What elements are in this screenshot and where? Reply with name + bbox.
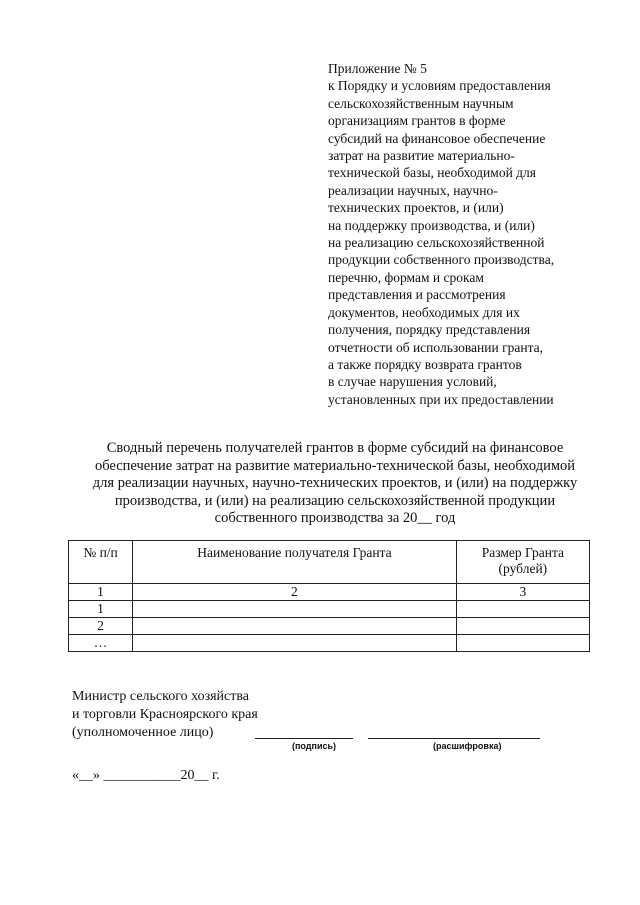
header-number: № п/п: [69, 541, 133, 584]
appendix-line: в случае нарушения условий,: [328, 374, 497, 390]
table-cell: 3: [456, 584, 589, 601]
appendix-line: документов, необходимых для их: [328, 304, 520, 320]
title-line: производства, и (или) на реализацию сельскохозяйственной продукции: [114, 492, 556, 509]
signature-underline: [255, 738, 353, 739]
table-cell: 2: [133, 584, 457, 601]
table-cell: [133, 635, 457, 652]
table-cell: [456, 635, 589, 652]
table-cell: [456, 601, 589, 618]
table-row: [69, 584, 590, 601]
appendix-line: получения, порядку представления: [328, 322, 531, 338]
appendix-line: технических проектов, и (или): [328, 200, 504, 216]
table-cell: 2: [69, 618, 133, 635]
appendix-line: на поддержку производства, и (или): [328, 217, 535, 233]
appendix-line: технической базы, необходимой для: [328, 165, 536, 181]
title-line: Сводный перечень получателей грантов в форме субсидий на финансовое: [106, 440, 564, 456]
signatory-line: и торговли Красноярского края: [72, 707, 258, 722]
table-cell: [133, 601, 457, 618]
document-title: [70, 440, 600, 528]
appendix-line: а также порядку возврата грантов: [328, 356, 522, 372]
appendix-line: установленных при их предоставлении: [328, 391, 554, 407]
table-header-row: [69, 541, 590, 584]
title-line: собственного производства за 20__ год: [214, 510, 456, 527]
table-cell: [456, 618, 589, 635]
title-line: обеспечение затрат на развитие материально-технической базы, необходимой: [94, 457, 576, 474]
table-cell: 1: [69, 584, 133, 601]
signature-caption: (подпись): [292, 741, 337, 751]
table-row: [69, 635, 590, 652]
signatory-block: [72, 688, 258, 742]
header-grant-amount: Размер Гранта (рублей): [456, 541, 589, 584]
appendix-header: [328, 60, 628, 408]
appendix-line: к Порядку и условиям предоставления: [328, 78, 551, 94]
header-recipient-name: Наименование получателя Гранта: [133, 541, 457, 584]
appendix-line: перечню, формам и срокам: [328, 269, 484, 285]
table-cell: 1: [69, 601, 133, 618]
appendix-line: продукции собственного производства,: [328, 252, 555, 268]
appendix-line: отчетности об использовании гранта,: [328, 339, 544, 355]
appendix-line: организациям грантов в форме: [328, 113, 506, 129]
title-line: для реализации научных, научно-технических проектов, и (или) на поддержку: [92, 475, 578, 492]
signatory-line: Министр сельского хозяйства: [72, 689, 249, 704]
name-caption: (расшифровка): [433, 741, 502, 751]
table-cell: …: [69, 635, 133, 652]
appendix-line: затрат на развитие материально-: [328, 148, 515, 164]
appendix-line: сельскохозяйственным научным: [328, 95, 514, 111]
appendix-line: на реализацию сельскохозяйственной: [328, 235, 545, 251]
appendix-line: представления и рассмотрения: [328, 287, 506, 303]
table-cell: [133, 618, 457, 635]
signatory-line: (уполномоченное лицо): [72, 725, 214, 740]
table-row: [69, 618, 590, 635]
table-row: [69, 601, 590, 618]
appendix-line: субсидий на финансовое обеспечение: [328, 130, 546, 146]
date-line: «__» ___________20__ г.: [72, 768, 220, 783]
appendix-line: реализации научных, научно-: [328, 182, 498, 198]
name-underline: [368, 738, 540, 739]
appendix-line: Приложение № 5: [328, 61, 427, 76]
grant-recipients-table: [68, 540, 590, 652]
